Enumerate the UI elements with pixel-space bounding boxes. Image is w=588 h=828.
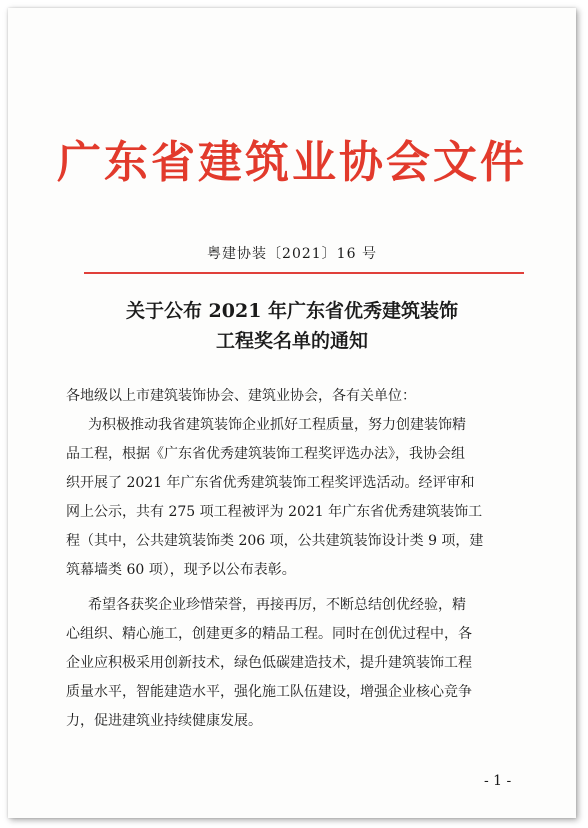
paragraph-1-line: 程（其中，公共建筑装饰类 206 项，公共建筑装饰设计类 9 项，建 (66, 533, 484, 549)
masthead-title: 广东省建筑业协会文件 (57, 137, 527, 188)
paragraph-2-line: 心组织、精心施工，创建更多的精品工程。同时在创优过程中，各 (66, 626, 472, 642)
notice-title-line-2: 工程奖名单的通知 (215, 330, 368, 352)
paragraph-2-line: 企业应积极采用创新技术，绿色低碳建造技术，提升建筑装饰工程 (66, 655, 472, 671)
document-number: 粤建协装〔2021〕16 号 (207, 246, 377, 262)
paragraph-1-line: 品工程，根据《广东省优秀建筑装饰工程奖评选办法》，我协会组 (66, 446, 465, 462)
page-number: - 1 - (484, 773, 512, 789)
paragraph-1-line: 网上公示，共有 275 项工程被评为 2021 年广东省优秀建筑装饰工 (66, 504, 483, 520)
red-divider-line (84, 272, 524, 274)
paragraph-1-line: 筑幕墙类 60 项），现予以公布表彰。 (66, 562, 296, 578)
paragraph-2-line: 力，促进建筑业持续健康发展。 (66, 713, 262, 729)
paragraph-2-line: 希望各获奖企业珍惜荣誉，再接再厉，不断总结创优经验，精 (88, 597, 466, 613)
paragraph-1-line: 为积极推动我省建筑装饰企业抓好工程质量，努力创建装饰精 (88, 417, 466, 433)
salutation: 各地级以上市建筑装饰协会、建筑业协会，各有关单位： (66, 388, 416, 404)
paragraph-2-line: 质量水平，智能建造水平，强化施工队伍建设，增强企业核心竞争 (66, 684, 472, 700)
paragraph-1-line: 织开展了 2021 年广东省优秀建筑装饰工程奖评选活动。经评审和 (66, 475, 475, 491)
notice-title-line-1: 关于公布 2021 年广东省优秀建筑装饰 (125, 300, 459, 322)
document-page (8, 8, 576, 818)
